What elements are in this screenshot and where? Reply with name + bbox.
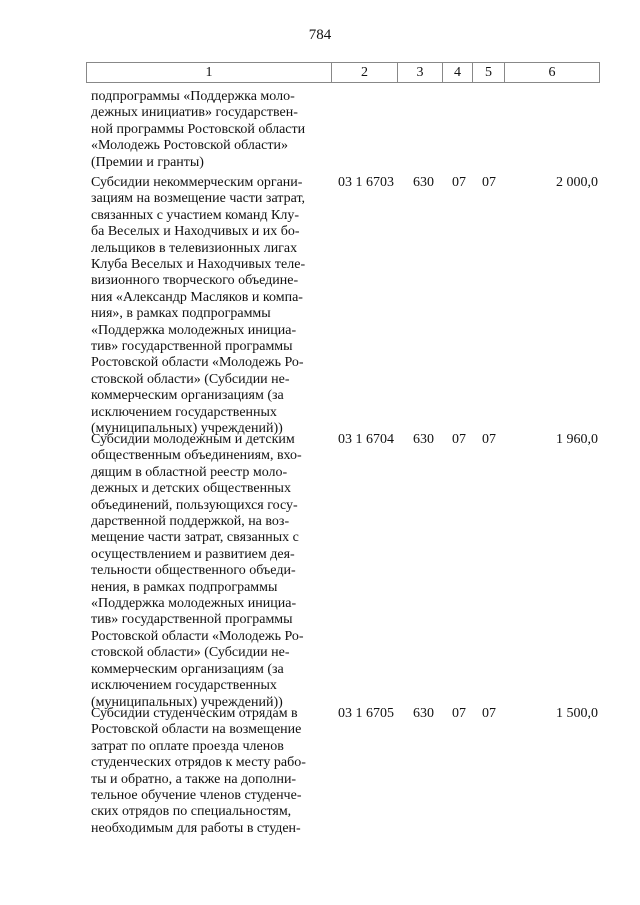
description-line: стовской области» (Субсидии не-: [91, 645, 290, 661]
description-line: подпрограммы «Поддержка моло-: [91, 89, 295, 104]
description-line: тельности общественного объеди-: [91, 563, 296, 579]
description-line: (муниципальных) учреждений)): [91, 694, 283, 710]
description-line: исключением государственных: [91, 678, 277, 694]
description-line: студенческих отрядов к месту рабо-: [91, 755, 306, 771]
header-col-4: 4: [454, 65, 461, 80]
description-line: Ростовской области «Молодежь Ро-: [91, 355, 304, 371]
row-description: [91, 175, 327, 438]
header-col-2: 2: [361, 65, 368, 80]
description-line: «Молодежь Ростовской области»: [91, 138, 288, 154]
row-description: [91, 432, 327, 711]
description-line: ты и обратно, а также на дополни-: [91, 771, 297, 787]
description-line: Субсидии молодежным и детским: [91, 432, 295, 447]
description-line: объединений, пользующихся госу-: [91, 497, 298, 513]
description-line: тив» государственной программы: [91, 612, 293, 628]
description-line: дящим в областной реестр моло-: [91, 464, 288, 480]
description-line: (Премии и гранты): [91, 154, 204, 170]
description-line: ния «Александр Масляков и компа-: [91, 289, 303, 305]
row-vr: 630: [413, 706, 434, 721]
table-header: [86, 62, 600, 83]
description-line: дежных и детских общественных: [91, 481, 291, 497]
description-line: дежных инициатив» государствен-: [91, 105, 298, 121]
description-line: Субсидии некоммерческим органи-: [91, 175, 303, 190]
description-line: ной программы Ростовской области: [91, 121, 306, 137]
description-line: «Поддержка молодежных инициа-: [91, 596, 297, 612]
description-line: затрат по оплате проезда членов: [91, 738, 284, 754]
row-code: 03 1 6704: [338, 432, 394, 447]
description-line: ба Веселых и Находчивых и их бо-: [91, 224, 300, 240]
header-col-6: 6: [548, 65, 556, 80]
description-line: Ростовской области на возмещение: [91, 722, 302, 738]
description-line: визионного творческого объедине-: [91, 273, 299, 289]
description-line: общественным объединениям, вхо-: [91, 448, 302, 464]
row-rz: 07: [452, 175, 466, 190]
description-line: дарственной поддержкой, на воз-: [91, 514, 290, 530]
description-line: стовской области» (Субсидии не-: [91, 371, 290, 387]
description-line: исключением государственных: [91, 404, 277, 420]
description-line: необходимым для работы в студен-: [91, 820, 301, 836]
row-description: [91, 89, 327, 171]
row-code: 03 1 6703: [338, 175, 394, 190]
description-line: нения, в рамках подпрограммы: [91, 579, 278, 595]
row-rz: 07: [452, 706, 466, 721]
row-description: [91, 706, 327, 837]
row-code: 03 1 6705: [338, 706, 394, 721]
row-sum: 2 000,0: [556, 175, 598, 190]
description-line: осуществлением и развитием дея-: [91, 546, 295, 562]
description-line: (муниципальных) учреждений)): [91, 421, 283, 437]
row-vr: 630: [413, 175, 434, 190]
description-line: коммерческим организациям (за: [91, 388, 284, 404]
row-pr: 07: [482, 175, 496, 190]
description-line: ских отрядов по специальностям,: [91, 804, 292, 820]
description-line: тельное обучение членов студенче-: [91, 788, 302, 804]
row-sum: 1 500,0: [556, 706, 598, 721]
description-line: связанных с участием команд Клу-: [91, 207, 299, 223]
description-line: Субсидии студенческим отрядам в: [91, 706, 298, 721]
header-col-1: 1: [205, 65, 213, 80]
description-line: зациям на возмещение части затрат,: [91, 191, 306, 207]
row-pr: 07: [482, 706, 496, 721]
description-line: Ростовской области «Молодежь Ро-: [91, 628, 304, 644]
description-line: «Поддержка молодежных инициа-: [91, 322, 297, 338]
row-pr: 07: [482, 432, 496, 447]
description-line: лельщиков в телевизионных лигах: [91, 240, 298, 256]
page-number: 784: [308, 27, 332, 43]
description-line: тив» государственной программы: [91, 339, 293, 355]
row-sum: 1 960,0: [556, 432, 598, 447]
description-line: ния», в рамках подпрограммы: [91, 306, 271, 322]
description-line: мещение части затрат, связанных с: [91, 530, 299, 546]
description-line: Клуба Веселых и Находчивых теле-: [91, 257, 306, 273]
header-col-5: 5: [485, 65, 492, 80]
description-line: коммерческим организациям (за: [91, 661, 284, 677]
header-col-3: 3: [416, 65, 424, 80]
row-vr: 630: [413, 432, 434, 447]
row-rz: 07: [452, 432, 466, 447]
